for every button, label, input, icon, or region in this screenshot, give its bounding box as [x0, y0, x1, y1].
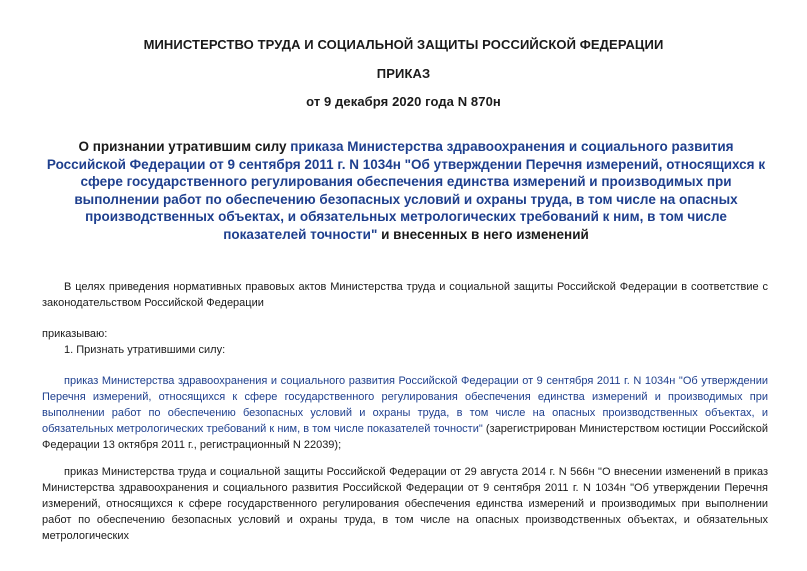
ministry-heading: МИНИСТЕРСТВО ТРУДА И СОЦИАЛЬНОЙ ЗАЩИТЫ РОССИЙСКОЙ ФЕДЕРАЦИИ	[143, 37, 664, 52]
item-1: 1. Признать утратившими силу:	[64, 344, 226, 356]
document-type: ПРИКАЗ	[376, 66, 431, 81]
document-title	[42, 138, 770, 243]
document-date-number: от 9 декабря 2020 года N 870н	[306, 94, 501, 109]
title-link[interactable]: приказа Министерства здравоохранения и социального развития Российской Федерации от 9 сентября 2011 г. N 1034н "Об утверждении Перечня измерений, относящихся к сфере государственного регулирования обеспечения единства измерений и производимых при выполнении работ по обеспечению безопасных условий и охраны труда, в том числе на опасных производственных объектах, и обязательных метрологических требований к ним, в том числе показателей точности"	[46, 139, 766, 242]
repealed-order-1	[42, 373, 768, 453]
title-prefix: О признании утратившим силу	[78, 139, 291, 154]
order-word: приказываю:	[42, 328, 108, 340]
repealed-order-1-registration: (зарегистрирован Министерством юстиции Российской Федерации 13 октября 2011 г., регистрационный N 22039);	[42, 423, 768, 451]
repealed-order-1-link[interactable]: приказ Министерства здравоохранения и социального развития Российской Федерации от 9 сентября 2011 г. N 1034н "Об утверждении Перечня измерений, относящихся к сфере государственного регулирования обеспечения единства измерений и производимых при выполнении работ по обеспечению безопасных условий и охраны труда, в том числе на опасных производственных объектах, и обязательных метрологических требований к ним, в том числе показателей точности"	[42, 375, 768, 435]
title-suffix: и внесенных в него изменений	[377, 226, 589, 242]
repealed-order-2: приказ Министерства труда и социальной защиты Российской Федерации от 29 августа 2014 г. N 566н "О внесении изменений в приказ Министерства здравоохранения и социального развития Российской Федерации от 9 сентября 2011 г. N 1034н "Об утверждении Перечня измерений, относящихся к сфере государственного регулирования обеспечения единства измерений и производимых при выполнении работ по обеспечению безопасных условий и охраны труда, в том числе на опасных производственных объектах, и обязательных метрологических	[42, 466, 768, 542]
preamble-paragraph: В целях приведения нормативных правовых актов Министерства труда и социальной защиты Российской Федерации в соответствие с законодательством Российской Федерации	[42, 281, 768, 309]
